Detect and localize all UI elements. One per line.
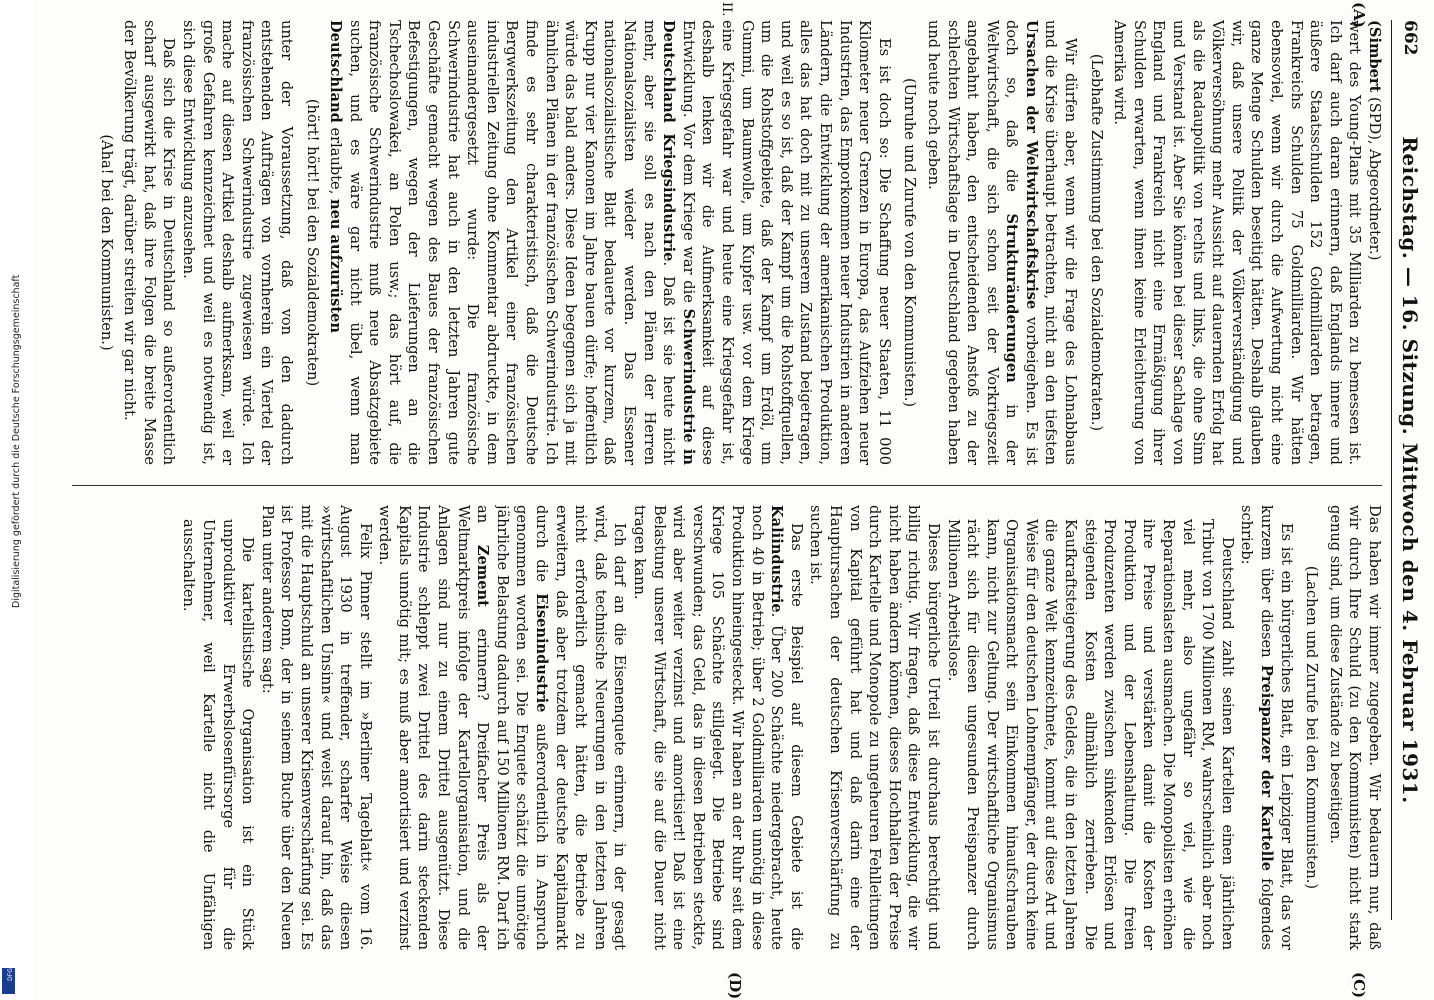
speaker-party: (SPD), Abgeordneter.) bbox=[1366, 92, 1383, 261]
speaker-line bbox=[1364, 20, 1384, 465]
paragraph: Dieses bürgerliche Urteil ist durchaus berechtigt und billig richtig. Wir fragen, daß diese Entwicklung, die wir nicht haben ändern können, dieses Hochhalten der Preise durch Kartelle und Monopole zu ungeheuren Fehlleitungen von Kapital geführt hat und daß darin eine der Hauptursachen der deutschen Krisenverschärfung zu suchen ist. bbox=[807, 505, 942, 950]
credit-text: Digitalisierung gefördert durch die Deutsche Forschungsgemeinschaft bbox=[11, 274, 22, 608]
paragraph bbox=[1237, 505, 1296, 950]
page-title: Reichstag. — 16. Sitzung. Mittwoch den 4. Februar 1931. bbox=[1398, 136, 1422, 804]
margin-mark-c: (C) bbox=[1350, 972, 1368, 999]
reaction: (Aha! bei den Kommunisten.) bbox=[97, 134, 115, 351]
dfg-logo-icon bbox=[2, 968, 15, 994]
page-number: 662 bbox=[1400, 20, 1420, 56]
left-column bbox=[64, 20, 1384, 465]
margin-mark-a: (A) bbox=[1350, 2, 1368, 28]
text-run: Ich darf an die Eisenenquete erinnern, in der gesagt wird, daß technische Neuerungen in den letzten Jahren nicht erforderlich gemacht hätten, die Betriebe zu erweitern, daß aber trotzdem der deutsche Kapitalmarkt durch die bbox=[533, 505, 629, 950]
text-run: Wir dürfen aber, wenn wir die Frage des Lohnabbaus und die Krise überhaupt betrachten, nicht an den tiefsten bbox=[1042, 20, 1080, 465]
document-page bbox=[34, 0, 1434, 1000]
text-run: Es ist doch so: Die Schaffung neuer Staaten, 11 000 Kilometer neuer Grenzen in Europa, das Aufziehen neuer Industrien, das Emporkommen neuer Industrien in anderen Ländern, die Entwicklung der amerikanischen Produktion, alles das hat doch mit zu unserem Zustand beigetragen, und weil es so ist, daß der Kampf um die Rohstoffquellen, um die Rohstoffgebiete, daß der Kampf um Erdöl, um Gummi, um Baumwolle, um Kupfer usw. vor dem Kriege eine Kriegsgefahr war und heute eine Kriegsgefahr ist, deshalb lenken wir die Aufmerksamkeit auf diese Entwicklung. Vor dem Kriege war die bbox=[679, 20, 893, 465]
paragraph: unter der Voraussetzung, daß von den dadurch entstehenden Aufträgen von vornherein ein Viertel der französischen Schwerindustrie zugewiesen würde. Ich mache auf diesen Artikel deshalb aufmerksam, weil er große Gefahren kennzeichnet und weil es notwendig ist, sich diese Entwicklung anzusehen. bbox=[179, 20, 295, 465]
emphasis: Kaliindustrie bbox=[768, 505, 786, 613]
text-run: in der Weltwirtschaft, die sich schon seit der Vorkriegszeit angebahnt haben, den entscheidenden Anstoß zu der schlechten Wirtschaftslage in Deutschland gegeben haben und heute noch geben. bbox=[924, 20, 1021, 465]
paragraph bbox=[326, 20, 894, 465]
text-run: Es ist ein bürgerliches Blatt, ein Leipziger Blatt, das vor kurzem über diesen bbox=[1258, 505, 1295, 950]
margin-mark-d: (D) bbox=[726, 972, 744, 1000]
text-run: erlaubte, bbox=[327, 122, 345, 199]
text-run: erinnern? Dreifacher Preis als der Weltmarktpreis infolge der Kartellorganisation, und die Anlagen sind nur zu einem Drittel ausgenützt. Diese Industrie schleppt zwei Drittel des darin steckenden Kapitals unnötig mit; es muß aber amortisiert und verzinst werden. bbox=[376, 505, 492, 950]
text-run: vorbeigehen. Es ist doch so, daß die bbox=[1003, 20, 1040, 465]
text-run: außerordentlich in Anspruch genommen worden sei. Die Enquete schätzt die unnötige jährliche Belastung dadurch auf 150 Millionen RM. Darf ich an bbox=[474, 505, 551, 950]
emphasis: Ursachen der Weltwirtschaftskrise bbox=[1022, 20, 1040, 310]
reaction: (Unruhe und Zurufe von den Kommunisten.) bbox=[901, 77, 919, 408]
text-run: Das erste Beispiel auf diesem Gebiete ist die bbox=[787, 523, 805, 950]
quotation: Deutschland zahlt seinen Kartellen einen jährlichen Tribut von 1700 Millionen RM, wahrscheinlich aber noch viel mehr, also ungefähr so viel, wie die Reparationslasten ausmachen. Die Monopolisten erhöhen ihre Preise und verstärken damit die Kosten der Produktion und der Lebenshaltung. Die freien Produzenten werden zwischen sinkenden Erlösen und steigenden Kosten allmählich zerrieben. Die Kaufkraftsteigerung des Geldes, die in den letzten Jahren die ganze Welt kennzeichnete, kommt auf diese Art und Weise für den deutschen Lohnempfänger, der durch keine Organisationsmacht sein Einkommen hinaufschrauben kann, nicht zur Geltung. Der wirtschaftliche Organismus rächt sich für diesen ungesunden Preispanzer durch Millionen Arbeitslose. bbox=[944, 519, 1236, 950]
reaction: (Lebhafte Zustimmung bei den Sozialdemokraten.) bbox=[1087, 53, 1105, 432]
emphasis: neu aufzurüsten bbox=[327, 198, 345, 333]
column-divider bbox=[72, 485, 1382, 486]
emphasis: Strukturänderungen bbox=[1003, 213, 1021, 383]
paragraph bbox=[375, 505, 630, 950]
digitization-credit bbox=[0, 0, 22, 1000]
emphasis: Preispanzer der Kartelle bbox=[1258, 664, 1276, 871]
logo-text: DFG bbox=[6, 968, 14, 981]
reaction: (hört! hört! bei den Sozialdemokraten) bbox=[303, 98, 321, 387]
emphasis: Eisenindustrie bbox=[533, 593, 551, 713]
emphasis: Zement bbox=[474, 544, 492, 607]
paragraph: Das haben wir immer zugegeben. Wir bedauern nur, daß wir durch Ihre Schuld (zu den Kommunisten) nicht stark genug sind, um diese Zustände zu beseitigen. bbox=[1326, 505, 1383, 950]
paragraph: Felix Pinner stellt im »Berliner Tageblatt« vom 16. August 1930 in treffender, scharfer Weise diesen »wirtschaftlichen Unsinn« und weist darauf hin, daß das mit die Hauptschuld an unserer Krisenverschärfung sei. Es ist Professor Bonn, der in seinem Buche über den Neuen Plan unter anderem sagt: bbox=[258, 505, 374, 950]
margin-mark-ii: II. bbox=[719, 2, 734, 17]
emphasis: Deutschland bbox=[327, 20, 345, 123]
emphasis: Schwerindustrie in Deutschland Kriegsindustrie bbox=[660, 20, 697, 465]
paragraph bbox=[629, 505, 805, 950]
paragraph bbox=[923, 20, 1080, 465]
text-run: . Über 200 Schächte niedergebracht, heute noch 40 in Betrieb; über 2 Goldmilliarden unnötig in diese Produktion hineingesteckt. Wir haben an der Ruhr seit dem Kriege 105 Schächte stillgelegt. Die Betriebe sind verschwunden; das Geld, das in diesen Betrieben steckte, wird aber weiter verzinst und amortisiert! Daß ist eine Belastung unserer Wirtschaft, die sie auf die Dauer nicht tragen kann. bbox=[631, 505, 786, 950]
page-header bbox=[1391, 20, 1426, 920]
quotation: Die kartellistische Organisation ist ein Stück unproduktiver Erwerbslosenfürsorge für die Unternehmer, weil Kartelle nicht die Unfähigen ausschalten. bbox=[180, 519, 257, 950]
speaker-name: (Simbert bbox=[1366, 20, 1383, 93]
right-column bbox=[64, 505, 1384, 950]
paragraph: Daß sich die Krise in Deutschland so außerordentlich scharf ausgewirkt hat, daß ihre Folgen die breite Masse der Bevölkerung trägt, darüber streiten wir gar nicht. bbox=[121, 20, 178, 465]
reaction: (Lachen und Zurufe bei den Kommunisten.) bbox=[1303, 565, 1321, 890]
paragraph: wert des Young-Plans mit 35 Milliarden zu bemessen ist. Ich darf auch daran erinnern, daß Englands innere und äußere Staatsschulden 152 Goldmilliarden betragen, Frankreichs Schulden 75 Goldmilliarden. Wir hätten ebensoviel, wenn wir durch die Aufwertung nicht eine ganze Menge Schulden beseitigt hätten. Deshalb glauben wir, daß unsere Politik der Völkerverständigung und Völkerversöhnung mehr Aussicht auf dauernden Erfolg hat als die Radaupolitik von rechts und links, die ohne Sinn und Verstand ist. Aber Sie können bei dieser Sachlage von England und Frankreich nicht eine Ermäßigung ihrer Schulden erwarten, wenn ihnen keine Erleichterung von Amerika wird. bbox=[1111, 20, 1364, 465]
text-run: folgendes schrieb: bbox=[1238, 505, 1276, 950]
text-run: . Daß ist sie heute nicht mehr, aber sie soll es nach den Plänen der Herren Nationalsozialisten wieder werden. Das Essener nationalsozialistische Blatt bedauerte vor kurzem, daß Krupp nur vier Kanonen im Jahre bauen dürfe; hoffentlich würde das bald anders. Diese Ideen begegnen sich ja mit ähnlichen Plänen in der französischen Schwerindustrie. Ich finde es sehr charakteristisch, daß die Deutsche Bergwerkszeitung den Artikel einer französischen industriellen Zeitung ohne Kommentar abdruckte, in dem auseinandergesetzt wurde: Die französische Schwerindustrie hat auch in den letzten Jahren gute Geschäfte gemacht wegen des Baues der französischen Befestigungen, wegen der Lieferungen an die Tschechoslowakei, an Polen usw.; das hört auf, die französische Schwerindustrie muß neue Absatzgebiete suchen, und es wäre gar nicht übel, wenn man bbox=[346, 20, 678, 465]
